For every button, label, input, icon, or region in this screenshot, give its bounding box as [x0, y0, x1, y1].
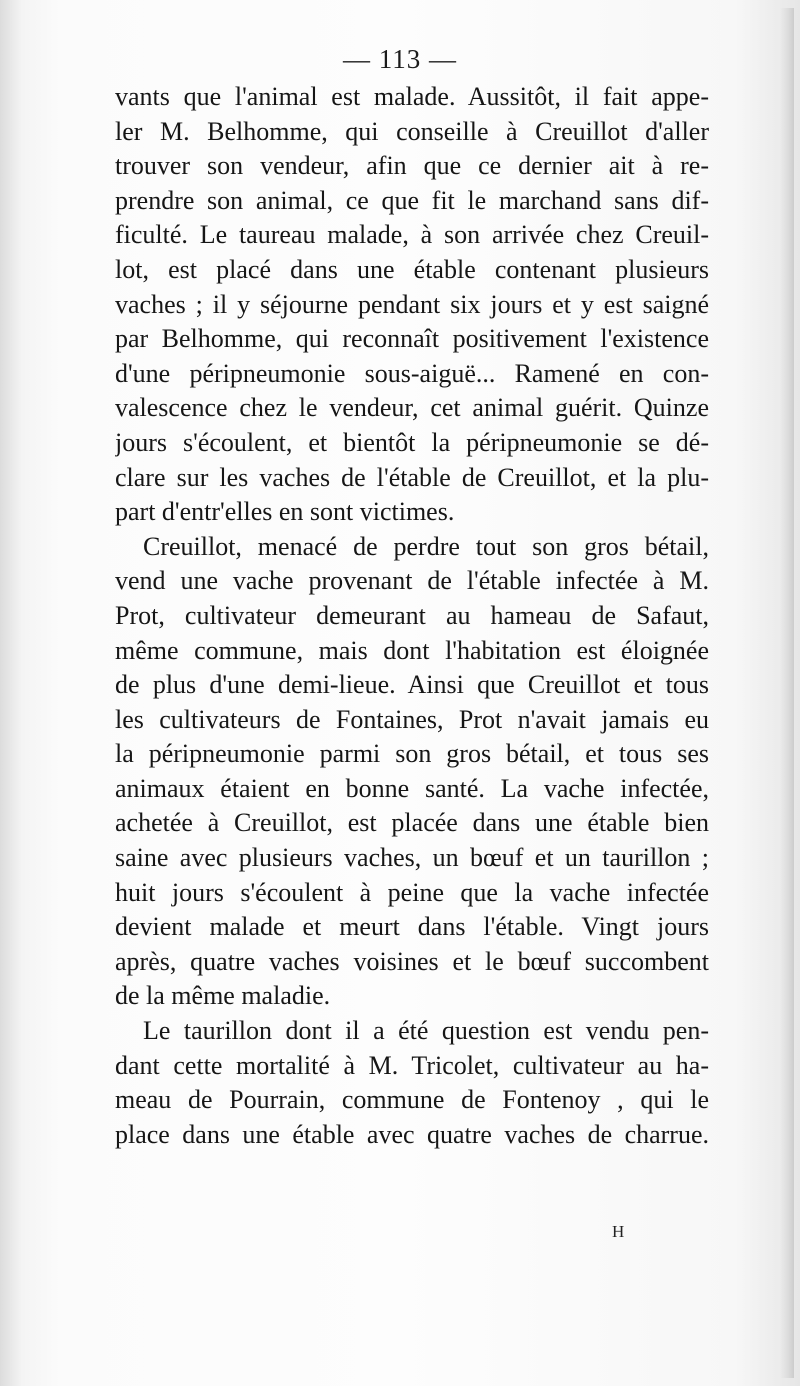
text-line: jours s'écoulent, et bientôt la péripneumonie se dé-: [115, 427, 709, 457]
text-line: vants que l'animal est malade. Aussitôt, il fait appe-: [115, 82, 709, 111]
text-line: devient malade et meurt dans l'étable. Vingt jours: [115, 912, 709, 942]
text-line: Creuillot, menacé de perdre tout son gros bétail,: [143, 531, 709, 561]
text-line: par Belhomme, qui reconnaît positivement l'existence: [115, 324, 709, 354]
text-line: valescence chez le vendeur, cet animal guérit. Quinze: [115, 393, 709, 423]
text-line: prendre son animal, ce que fit le marchand sans dif-: [115, 185, 709, 215]
text-line: de plus d'une demi-lieue. Ainsi que Creuillot et tous: [115, 670, 709, 700]
text-line: huit jours s'écoulent à peine que la vache infectée: [115, 877, 709, 907]
text-line: part d'entr'elles en sont victimes.: [115, 497, 455, 527]
text-line: saine avec plusieurs vaches, un bœuf et un taurillon ;: [115, 843, 709, 873]
text-line: trouver son vendeur, afin que ce dernier ait à re-: [115, 151, 709, 181]
text-line: lot, est placé dans une étable contenant plusieurs: [115, 254, 709, 284]
text-line: meau de Pourrain, commune de Fontenoy , qui le: [115, 1085, 709, 1115]
text-line: vend une vache provenant de l'étable infectée à M.: [115, 566, 709, 596]
signature-mark: H: [612, 1222, 626, 1241]
text-line: animaux étaient en bonne santé. La vache infectée,: [115, 773, 709, 803]
text-line: ficulté. Le taureau malade, à son arrivée chez Creuil-: [115, 220, 709, 250]
body-text: [115, 80, 709, 1152]
text-line: de la même maladie.: [115, 981, 331, 1011]
page-number: — 113 —: [343, 44, 457, 74]
text-line: vaches ; il y séjourne pendant six jours et y est saigné: [115, 289, 709, 319]
text-line: clare sur les vaches de l'étable de Creuillot, et la plu-: [115, 462, 709, 492]
text-line: dant cette mortalité à M. Tricolet, cultivateur au ha-: [115, 1050, 709, 1080]
text-line: les cultivateurs de Fontaines, Prot n'avait jamais eu: [115, 704, 709, 734]
text-line: achetée à Creuillot, est placée dans une étable bien: [115, 808, 709, 838]
text-line: même commune, mais dont l'habitation est éloignée: [115, 635, 709, 665]
text-line: ler M. Belhomme, qui conseille à Creuillot d'aller: [115, 116, 709, 146]
page-edge-shadow: [780, 8, 794, 1378]
text-line: la péripneumonie parmi son gros bétail, et tous ses: [115, 739, 709, 769]
text-line: d'une péripneumonie sous-aiguë... Ramené en con-: [115, 358, 709, 388]
text-line: Le taurillon dont il a été question est vendu pen-: [143, 1016, 709, 1046]
text-line: place dans une étable avec quatre vaches de charrue.: [115, 1119, 709, 1149]
text-line: Prot, cultivateur demeurant au hameau de Safaut,: [115, 600, 709, 630]
text-line: après, quatre vaches voisines et le bœuf succombent: [115, 946, 709, 976]
